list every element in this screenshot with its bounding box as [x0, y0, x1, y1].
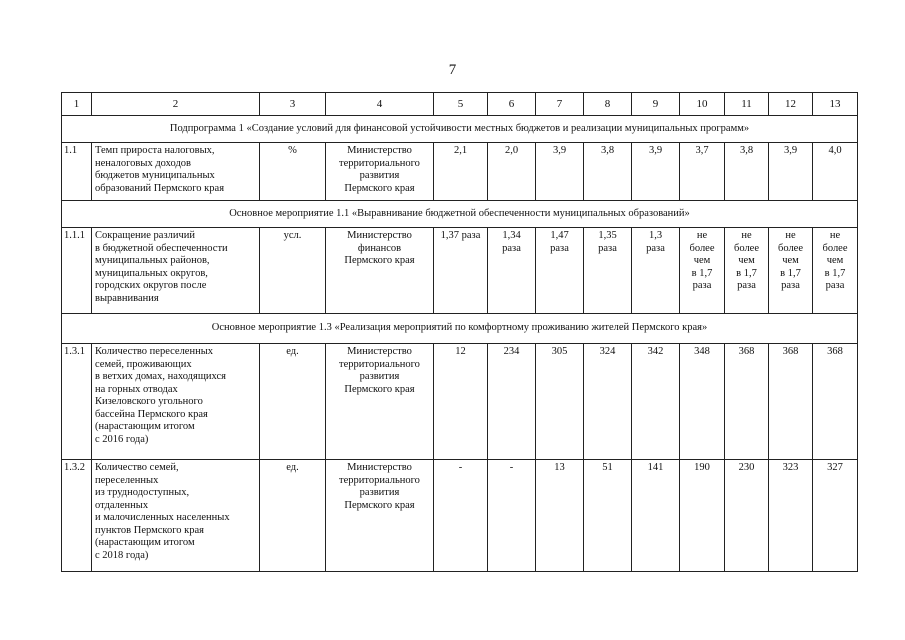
- section-title: Основное мероприятие 1.3 «Реализация мероприятий по комфортному проживанию жителей Пермского края»: [62, 314, 858, 344]
- value-cell: 3,9: [769, 143, 813, 201]
- value-cell: 305: [536, 344, 584, 460]
- responsible-org: Министерство территориального развития Пермского края: [326, 460, 434, 572]
- row-number: 1.3.1: [62, 344, 92, 460]
- row-number: 1.1.1: [62, 228, 92, 314]
- value-cell: 234: [488, 344, 536, 460]
- table-row: [62, 344, 858, 460]
- value-cell: 3,7: [680, 143, 725, 201]
- section-row: [62, 201, 858, 228]
- responsible-org: Министерство территориального развития Пермского края: [326, 143, 434, 201]
- header-cell: 8: [584, 93, 632, 116]
- value-cell: 13: [536, 460, 584, 572]
- value-cell: 368: [725, 344, 769, 460]
- header-cell: 4: [326, 93, 434, 116]
- value-cell: 3,8: [584, 143, 632, 201]
- indicator-name: Сокращение различий в бюджетной обеспеченности муниципальных районов, муниципальных округов, городских округов после выравнивания: [92, 228, 260, 314]
- value-cell: 327: [813, 460, 858, 572]
- header-cell: 13: [813, 93, 858, 116]
- unit-cell: усл.: [260, 228, 326, 314]
- value-cell: 1,37 раза: [434, 228, 488, 314]
- header-cell: 6: [488, 93, 536, 116]
- value-cell: 3,9: [632, 143, 680, 201]
- value-cell: 368: [813, 344, 858, 460]
- value-cell: 2,1: [434, 143, 488, 201]
- table-row: [62, 228, 858, 314]
- value-cell: 190: [680, 460, 725, 572]
- value-cell: 323: [769, 460, 813, 572]
- unit-cell: %: [260, 143, 326, 201]
- header-cell: 1: [62, 93, 92, 116]
- section-row: [62, 116, 858, 143]
- value-cell: 1,35 раза: [584, 228, 632, 314]
- value-cell: 51: [584, 460, 632, 572]
- row-number: 1.3.2: [62, 460, 92, 572]
- table-row: [62, 460, 858, 572]
- header-row: [62, 93, 858, 116]
- indicator-name: Количество переселенных семей, проживающих в ветхих домах, находящихся на горных отводах Кизеловского угольного бассейна Пермского края (нарастающим итогом с 2016 года): [92, 344, 260, 460]
- value-cell: 4,0: [813, 143, 858, 201]
- value-cell: 1,47 раза: [536, 228, 584, 314]
- value-cell: 230: [725, 460, 769, 572]
- row-number: 1.1: [62, 143, 92, 201]
- value-cell: не более чем в 1,7 раза: [680, 228, 725, 314]
- value-cell: не более чем в 1,7 раза: [813, 228, 858, 314]
- page-number: 7: [448, 62, 457, 78]
- responsible-org: Министерство финансов Пермского края: [326, 228, 434, 314]
- value-cell: 342: [632, 344, 680, 460]
- value-cell: 1,34 раза: [488, 228, 536, 314]
- section-title: Основное мероприятие 1.1 «Выравнивание бюджетной обеспеченности муниципальных образований»: [62, 201, 858, 228]
- value-cell: -: [488, 460, 536, 572]
- value-cell: 324: [584, 344, 632, 460]
- section-row: [62, 314, 858, 344]
- header-cell: 11: [725, 93, 769, 116]
- value-cell: -: [434, 460, 488, 572]
- value-cell: 368: [769, 344, 813, 460]
- section-title: Подпрограмма 1 «Создание условий для финансовой устойчивости местных бюджетов и реализации муниципальных программ»: [62, 116, 858, 143]
- value-cell: 141: [632, 460, 680, 572]
- header-cell: 10: [680, 93, 725, 116]
- indicators-table: [61, 92, 858, 572]
- indicator-name: Темп прироста налоговых, неналоговых доходов бюджетов муниципальных образований Пермского края: [92, 143, 260, 201]
- value-cell: 3,9: [536, 143, 584, 201]
- indicator-name: Количество семей, переселенных из труднодоступных, отдаленных и малочисленных населенных пунктов Пермского края (нарастающим итогом с 2018 года): [92, 460, 260, 572]
- header-cell: 12: [769, 93, 813, 116]
- value-cell: не более чем в 1,7 раза: [769, 228, 813, 314]
- header-cell: 3: [260, 93, 326, 116]
- header-cell: 5: [434, 93, 488, 116]
- header-cell: 7: [536, 93, 584, 116]
- responsible-org: Министерство территориального развития Пермского края: [326, 344, 434, 460]
- header-cell: 9: [632, 93, 680, 116]
- value-cell: 3,8: [725, 143, 769, 201]
- value-cell: 1,3 раза: [632, 228, 680, 314]
- unit-cell: ед.: [260, 344, 326, 460]
- value-cell: не более чем в 1,7 раза: [725, 228, 769, 314]
- table-row: [62, 143, 858, 201]
- value-cell: 2,0: [488, 143, 536, 201]
- value-cell: 348: [680, 344, 725, 460]
- unit-cell: ед.: [260, 460, 326, 572]
- value-cell: 12: [434, 344, 488, 460]
- header-cell: 2: [92, 93, 260, 116]
